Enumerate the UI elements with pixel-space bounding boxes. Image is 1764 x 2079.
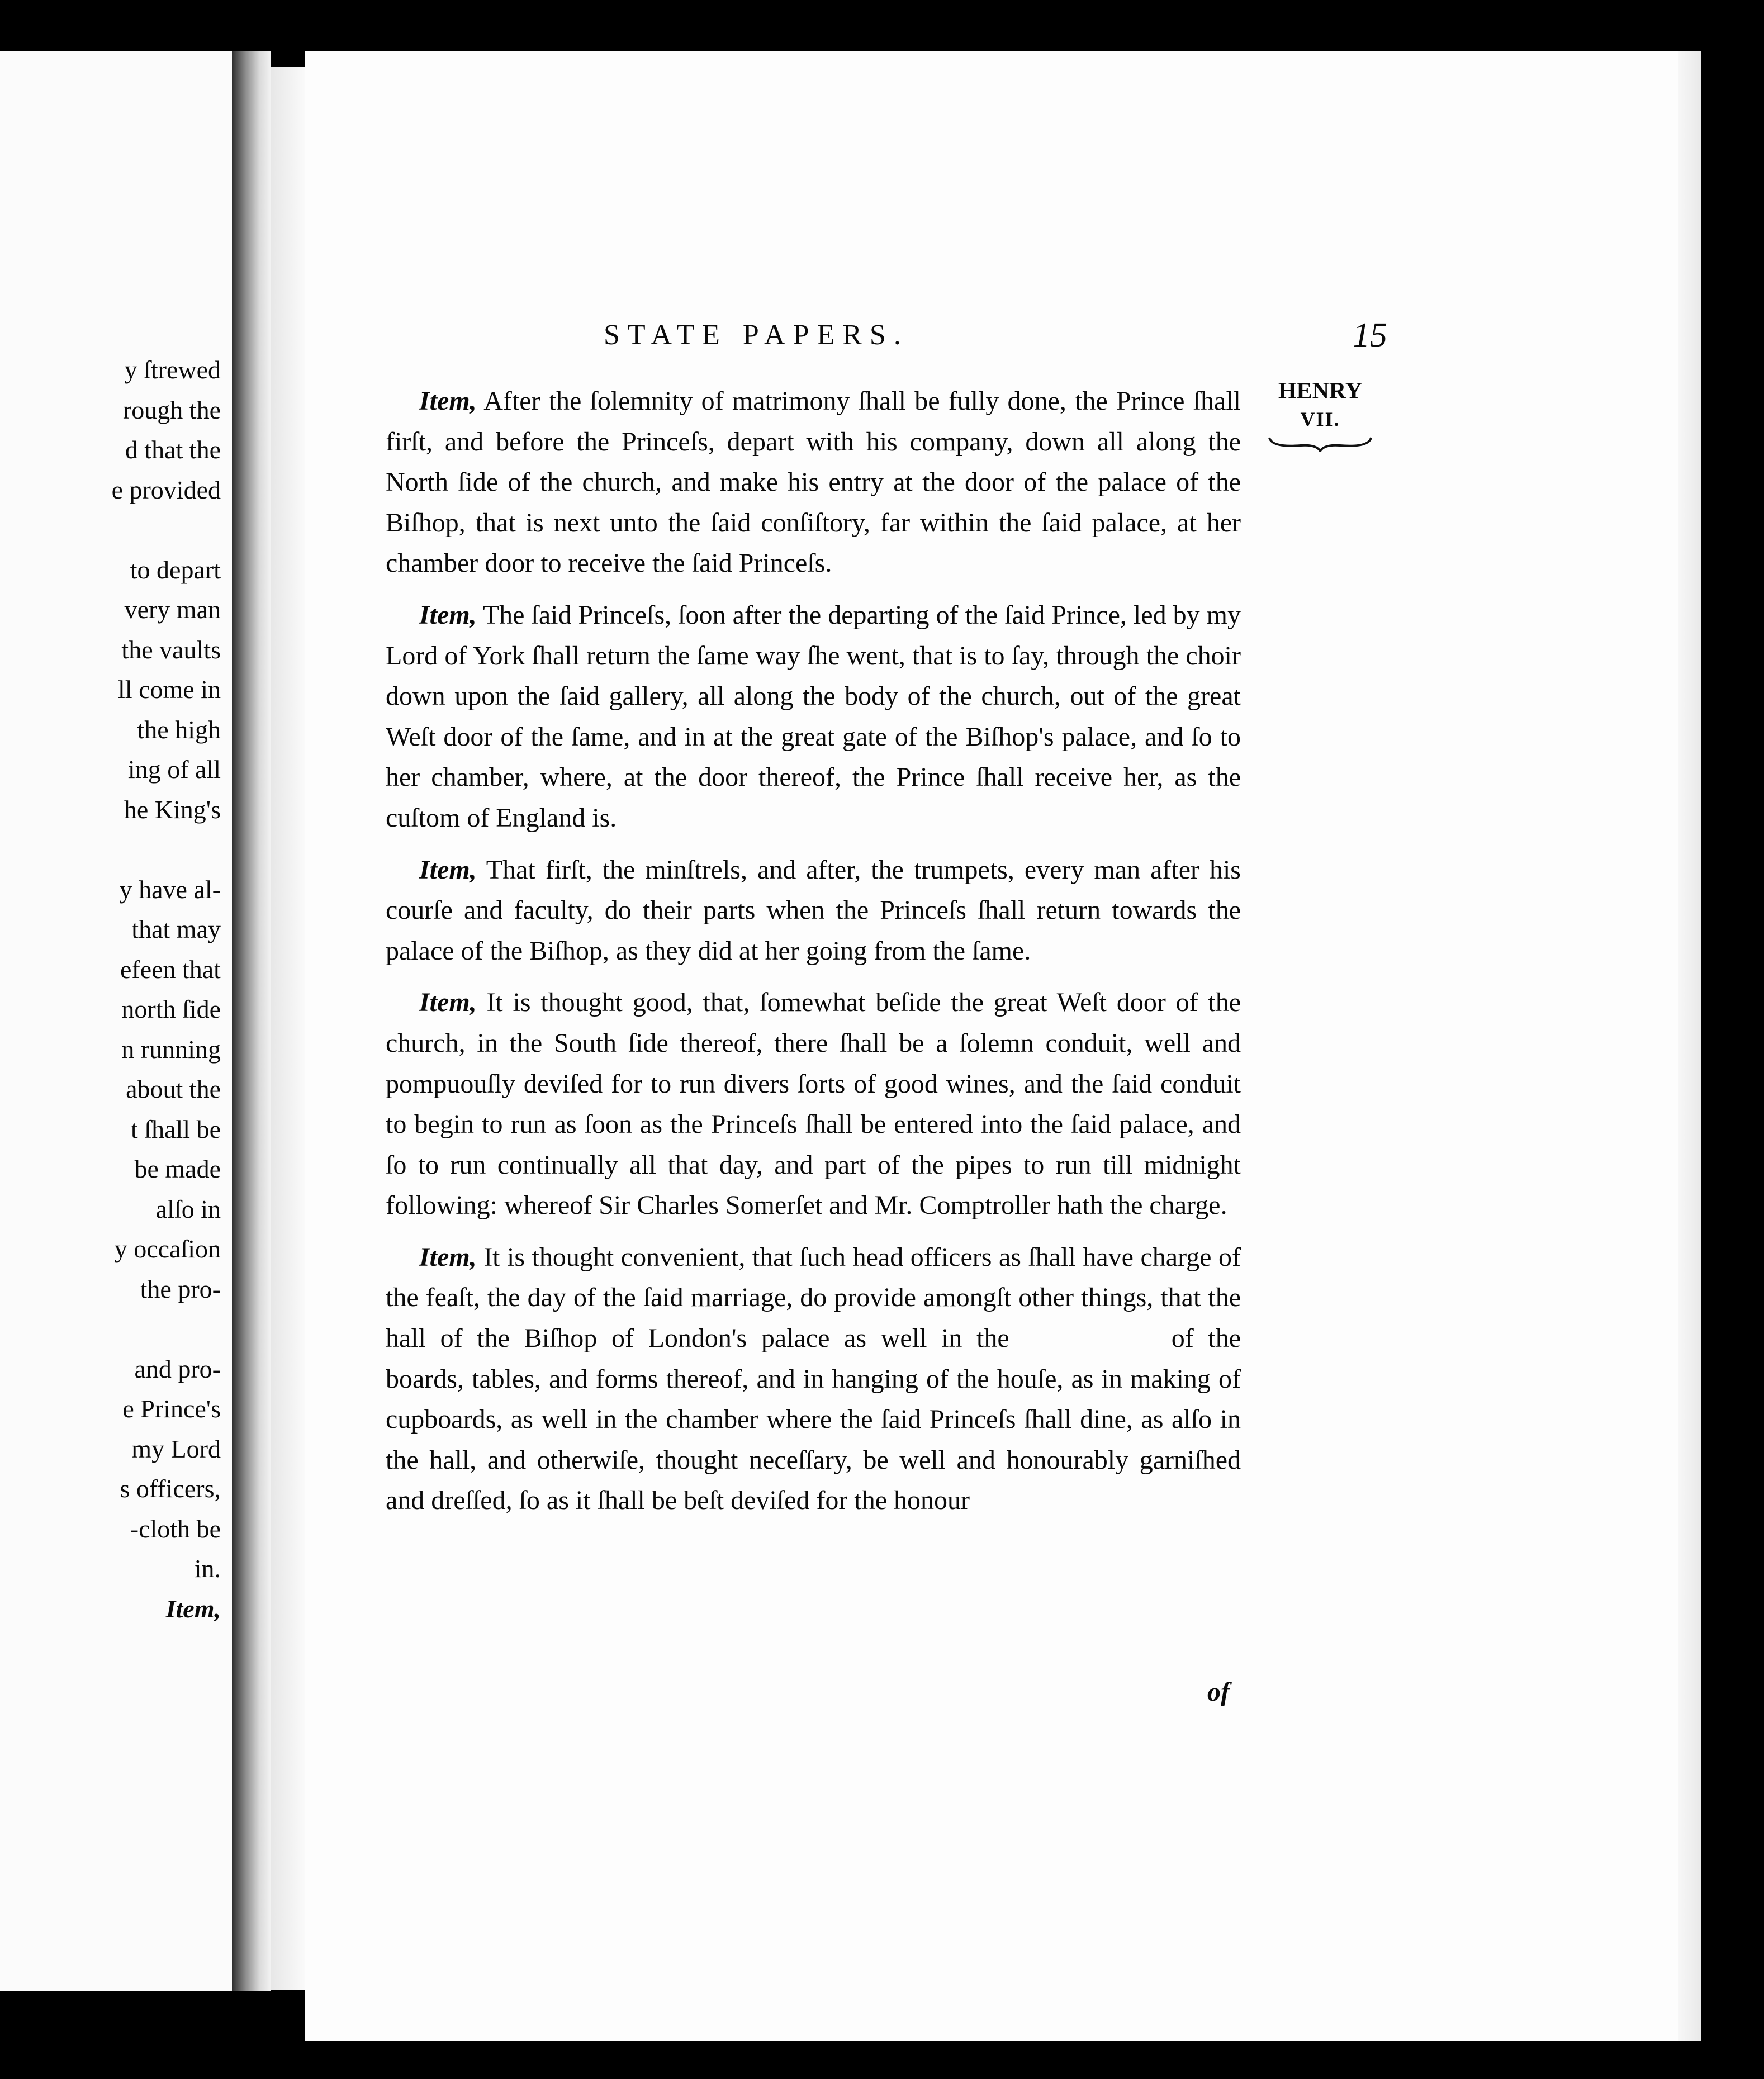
paragraph <box>386 381 1241 584</box>
left-page-line: s officers, <box>120 1474 221 1503</box>
left-page-line: very man <box>124 595 221 624</box>
paragraph-text: It is thought convenient, that ſuch head officers as ſhall have charge of the feaſt, the day of the ſaid marriage, do provide amongſt other things, that the hall of the Biſhop of London's palace as well in the <box>386 1242 1241 1354</box>
paragraph-text: It is thought good, that, ſomewhat beſide the great Weſt door of the church, in the South ſide thereof, there ſhall be a ſolemn conduit, well and pompuouſly deviſed for to run divers ſorts of good wines, and the ſaid conduit to begin to run as ſoon as the Princeſs ſhall be entered into the ſaid palace, and ſo to run continually all that day, and part of the pipes to run till midnight following: whereof Sir Charles Somerſet and Mr. Comptroller hath the charge. <box>386 988 1241 1221</box>
catchword: of <box>1207 1677 1230 1707</box>
left-page-line: and pro- <box>134 1354 221 1383</box>
item-lead: Item, <box>419 386 477 416</box>
left-page-line: about the <box>126 1075 221 1103</box>
left-page-line: Item, <box>165 1594 221 1623</box>
left-page-line: the pro- <box>140 1274 221 1303</box>
paragraph-text: of the boards, tables, and forms thereof, and in hanging of the houſe, as in making of cupboards, as well in the chamber where the ſaid Princeſs ſhall dine, as alſo in the hall, and otherwiſe, thought neceſſary, be well and honourably garniſhed and dreſſed, ſo as it ſhall be beſt deviſed for the honour <box>386 1323 1241 1516</box>
left-page-line: rough the <box>122 395 221 424</box>
left-page-line: y ſtrewed <box>124 355 221 384</box>
paragraph-text: The ſaid Princeſs, ſoon after the departing of the ſaid Prince, led by my Lord of York ſhall return the ſame way ſhe went, that is to ſay, through the choir down upon the ſaid gallery, all along the body of the church, out of the great Weſt door of the ſame, and in at the great gate of the Biſhop's palace, and ſo to her chamber, where, at the door thereof, the Prince ſhall receive her, as the cuſtom of England is. <box>386 600 1241 833</box>
margin-note-reign: VII. <box>1300 408 1340 430</box>
page-edge <box>1678 51 1701 2041</box>
left-page-line: ll come in <box>118 675 221 704</box>
left-page-line: efeen that <box>120 955 221 984</box>
left-page-line: y have al- <box>119 875 221 904</box>
left-page-line: -cloth be <box>130 1514 221 1543</box>
paragraph <box>386 1237 1241 1521</box>
item-lead: Item, <box>419 988 477 1018</box>
left-page <box>0 51 232 1991</box>
page-number: 15 <box>1353 316 1387 354</box>
margin-note-name: HENRY <box>1278 378 1363 404</box>
paragraph-text: That firſt, the minſtrels, and after, the trumpets, every man after his courſe and faculty, do their parts when the Princeſs ſhall return towards the palace of the Biſhop, as they did at her going from the ſame. <box>386 855 1241 966</box>
paragraph <box>386 850 1241 972</box>
left-page-line: the vaults <box>121 635 221 664</box>
item-lead: Item, <box>419 1242 477 1272</box>
left-page-line: y occaſion <box>114 1235 221 1263</box>
body-text <box>386 381 1241 1532</box>
left-page-line: ing of all <box>127 755 221 784</box>
brace-ornament <box>1267 435 1373 452</box>
left-page-line: e Prince's <box>122 1394 221 1423</box>
left-page-line: to depart <box>130 555 221 584</box>
left-page-line: my Lord <box>131 1434 221 1463</box>
left-page-line: t ſhall be <box>131 1114 221 1143</box>
left-page-line: alſo in <box>155 1194 221 1223</box>
gutter-shade <box>271 67 305 1990</box>
left-page-line: d that the <box>125 435 221 464</box>
left-page-line: north ſide <box>121 995 221 1023</box>
running-head: STATE PAPERS. <box>604 319 909 351</box>
paragraph <box>386 595 1241 839</box>
margin-note <box>1264 377 1376 452</box>
left-page-line: e provided <box>111 475 221 504</box>
item-lead: Item, <box>419 855 477 885</box>
item-lead: Item, <box>419 600 477 630</box>
left-page-line: be made <box>134 1155 221 1183</box>
left-page-line: in. <box>194 1554 221 1583</box>
paragraph-text: After the ſolemnity of matrimony ſhall be fully done, the Prince ſhall firſt, and before the Princeſs, depart with his company, down all along the North ſide of the church, and make his entry at the door of the palace of the Biſhop, that is next unto the ſaid conſiſtory, far within the ſaid palace, at her chamber door to receive the ſaid Princeſs. <box>386 386 1241 578</box>
paragraph <box>386 982 1241 1226</box>
left-page-line: that may <box>131 915 221 943</box>
left-page-line: the high <box>137 715 221 744</box>
left-page-line: he King's <box>124 795 221 824</box>
book-gutter <box>232 51 271 1991</box>
left-page-line: n running <box>121 1034 221 1064</box>
